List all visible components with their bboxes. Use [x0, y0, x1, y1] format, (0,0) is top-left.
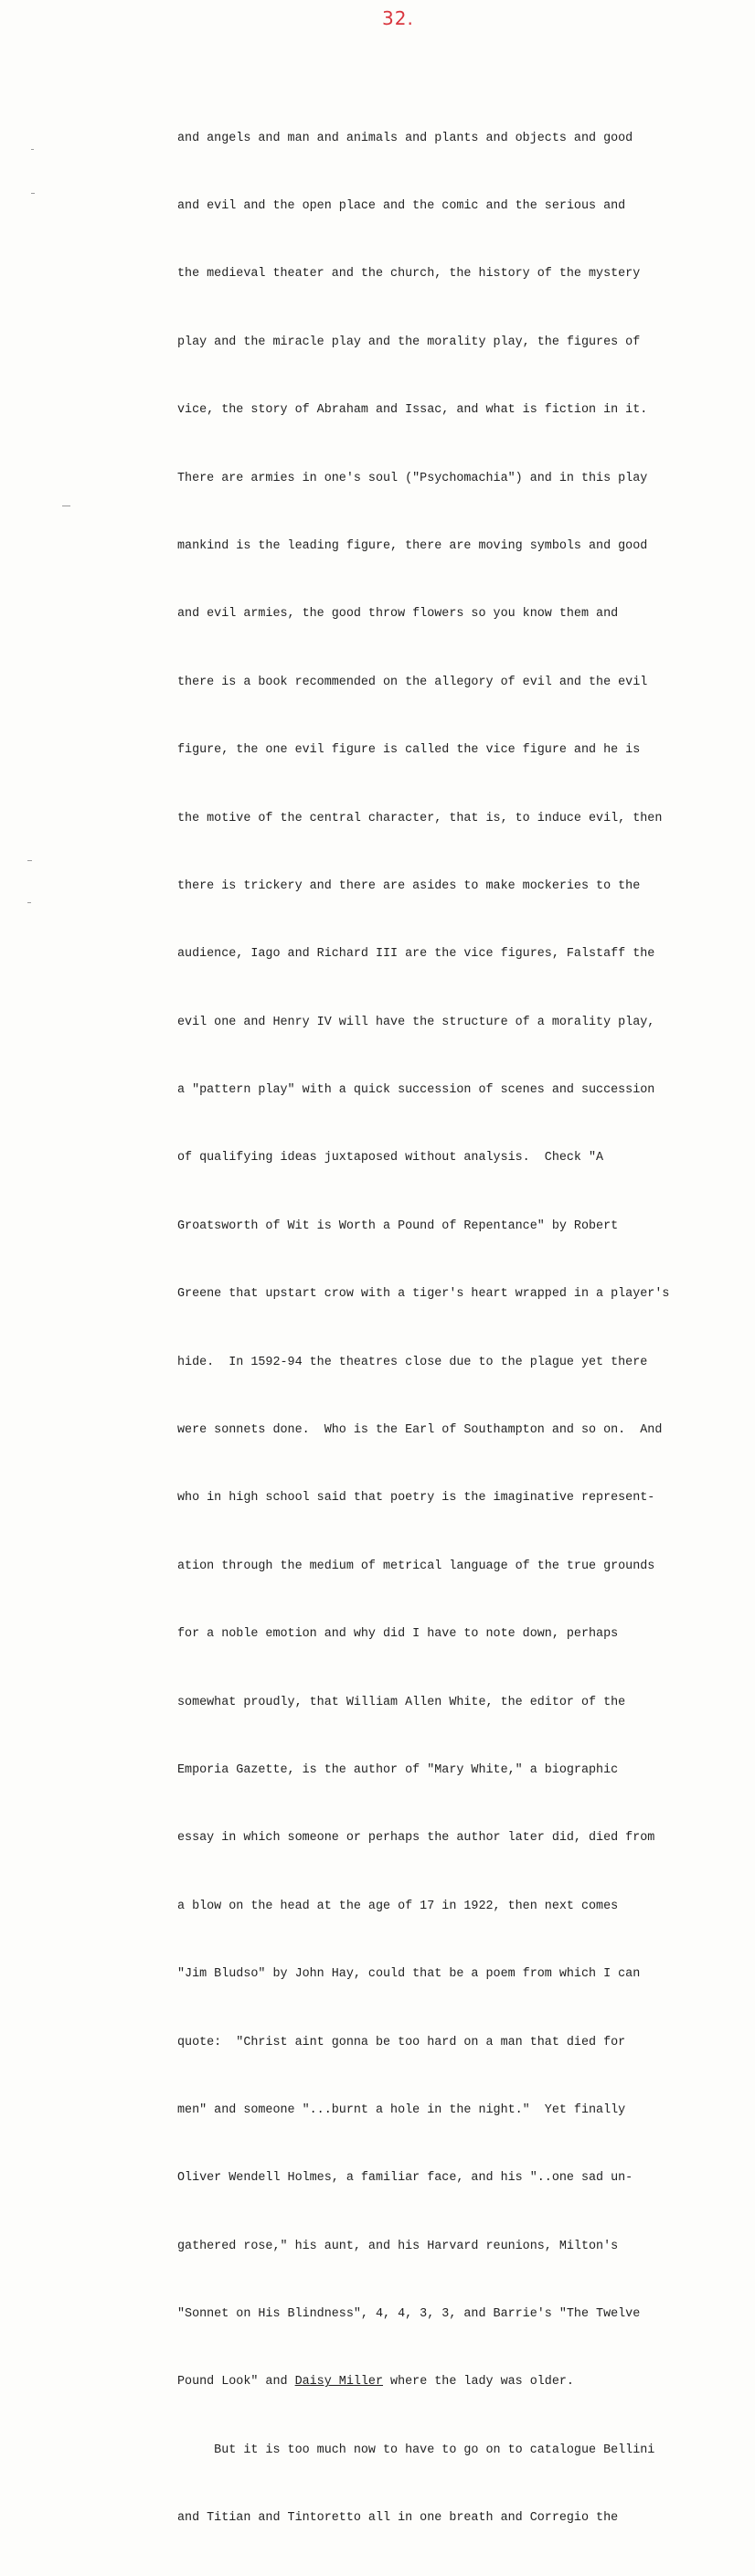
text-line: figure, the one evil figure is called the vice figure and he is	[177, 743, 641, 758]
text-line: There are armies in one's soul ("Psychomachia") and in this play	[177, 471, 648, 485]
text-line: there is a book recommended on the allegory of evil and the evil	[177, 675, 648, 689]
text-line: "Jim Bludso" by John Hay, could that be a poem from which I can	[177, 1967, 641, 1982]
text-line: were sonnets done. Who is the Earl of Southampton and so on. And	[177, 1423, 663, 1438]
text-line: for a noble emotion and why did I have to note down, perhaps	[177, 1627, 619, 1642]
text-line: and evil and the open place and the comic and the serious and	[177, 198, 626, 213]
text-line: "Sonnet on His Blindness", 4, 4, 3, 3, and Barrie's "The Twelve	[177, 2307, 641, 2322]
text-line: a blow on the head at the age of 17 in 1922, then next comes	[177, 1899, 619, 1913]
text-line: a "pattern play" with a quick succession of scenes and succession	[177, 1083, 655, 1098]
text-segment: Pound Look" and	[177, 2375, 295, 2390]
text-line: Groatsworth of Wit is Worth a Pound of Repentance" by Robert	[177, 1219, 619, 1233]
body-text	[177, 82, 689, 2576]
text-line: gathered rose," his aunt, and his Harvard reunions, Milton's	[177, 2239, 619, 2253]
text-line: evil one and Henry IV will have the structure of a morality play,	[177, 1015, 655, 1029]
text-line: Greene that upstart crow with a tiger's heart wrapped in a player's	[177, 1287, 670, 1302]
underlined-title: Daisy Miller	[294, 2375, 384, 2390]
margin-mark	[31, 149, 34, 150]
text-line: mankind is the leading figure, there are moving symbols and good	[177, 538, 648, 553]
text-line: audience, Iago and Richard III are the vice figures, Falstaff the	[177, 947, 655, 962]
text-line: and evil armies, the good throw flowers so you know them and	[177, 607, 619, 622]
text-line: ation through the medium of metrical language of the true grounds	[177, 1559, 655, 1573]
page-number: 32.	[382, 7, 414, 29]
text-line: hide. In 1592-94 the theatres close due to the plague yet there	[177, 1355, 648, 1369]
text-line: play and the miracle play and the morality play, the figures of	[177, 335, 641, 349]
text-line: there is trickery and there are asides to make mockeries to the	[177, 878, 641, 893]
text-line: men" and someone "...burnt a hole in the night." Yet finally	[177, 2102, 626, 2117]
text-line: the medieval theater and the church, the history of the mystery	[177, 267, 641, 282]
text-line: the motive of the central character, that is, to induce evil, then	[177, 811, 663, 825]
text-line: somewhat proudly, that William Allen White, the editor of the	[177, 1695, 626, 1709]
margin-mark	[31, 193, 35, 194]
text-line: But it is too much now to have to go on to catalogue Bellini	[177, 2443, 655, 2457]
margin-mark	[27, 860, 32, 861]
text-segment: where the lady was older.	[383, 2375, 574, 2390]
text-line: and Titian and Tintoretto all in one breath and Corregio the	[177, 2511, 619, 2526]
margin-mark	[27, 902, 31, 903]
text-line: of qualifying ideas juxtaposed without analysis. Check "A	[177, 1151, 604, 1166]
text-line	[177, 2371, 689, 2394]
text-line: vice, the story of Abraham and Issac, and what is fiction in it.	[177, 403, 648, 418]
text-line: essay in which someone or perhaps the author later did, died from	[177, 1831, 655, 1846]
text-line: Oliver Wendell Holmes, a familiar face, and his "..one sad un-	[177, 2171, 633, 2186]
text-line: who in high school said that poetry is the imaginative represent-	[177, 1491, 655, 1506]
text-line: Emporia Gazette, is the author of "Mary White," a biographic	[177, 1762, 619, 1777]
text-line: and angels and man and animals and plants and objects and good	[177, 131, 633, 145]
text-line: quote: "Christ aint gonna be too hard on a man that died for	[177, 2035, 626, 2049]
